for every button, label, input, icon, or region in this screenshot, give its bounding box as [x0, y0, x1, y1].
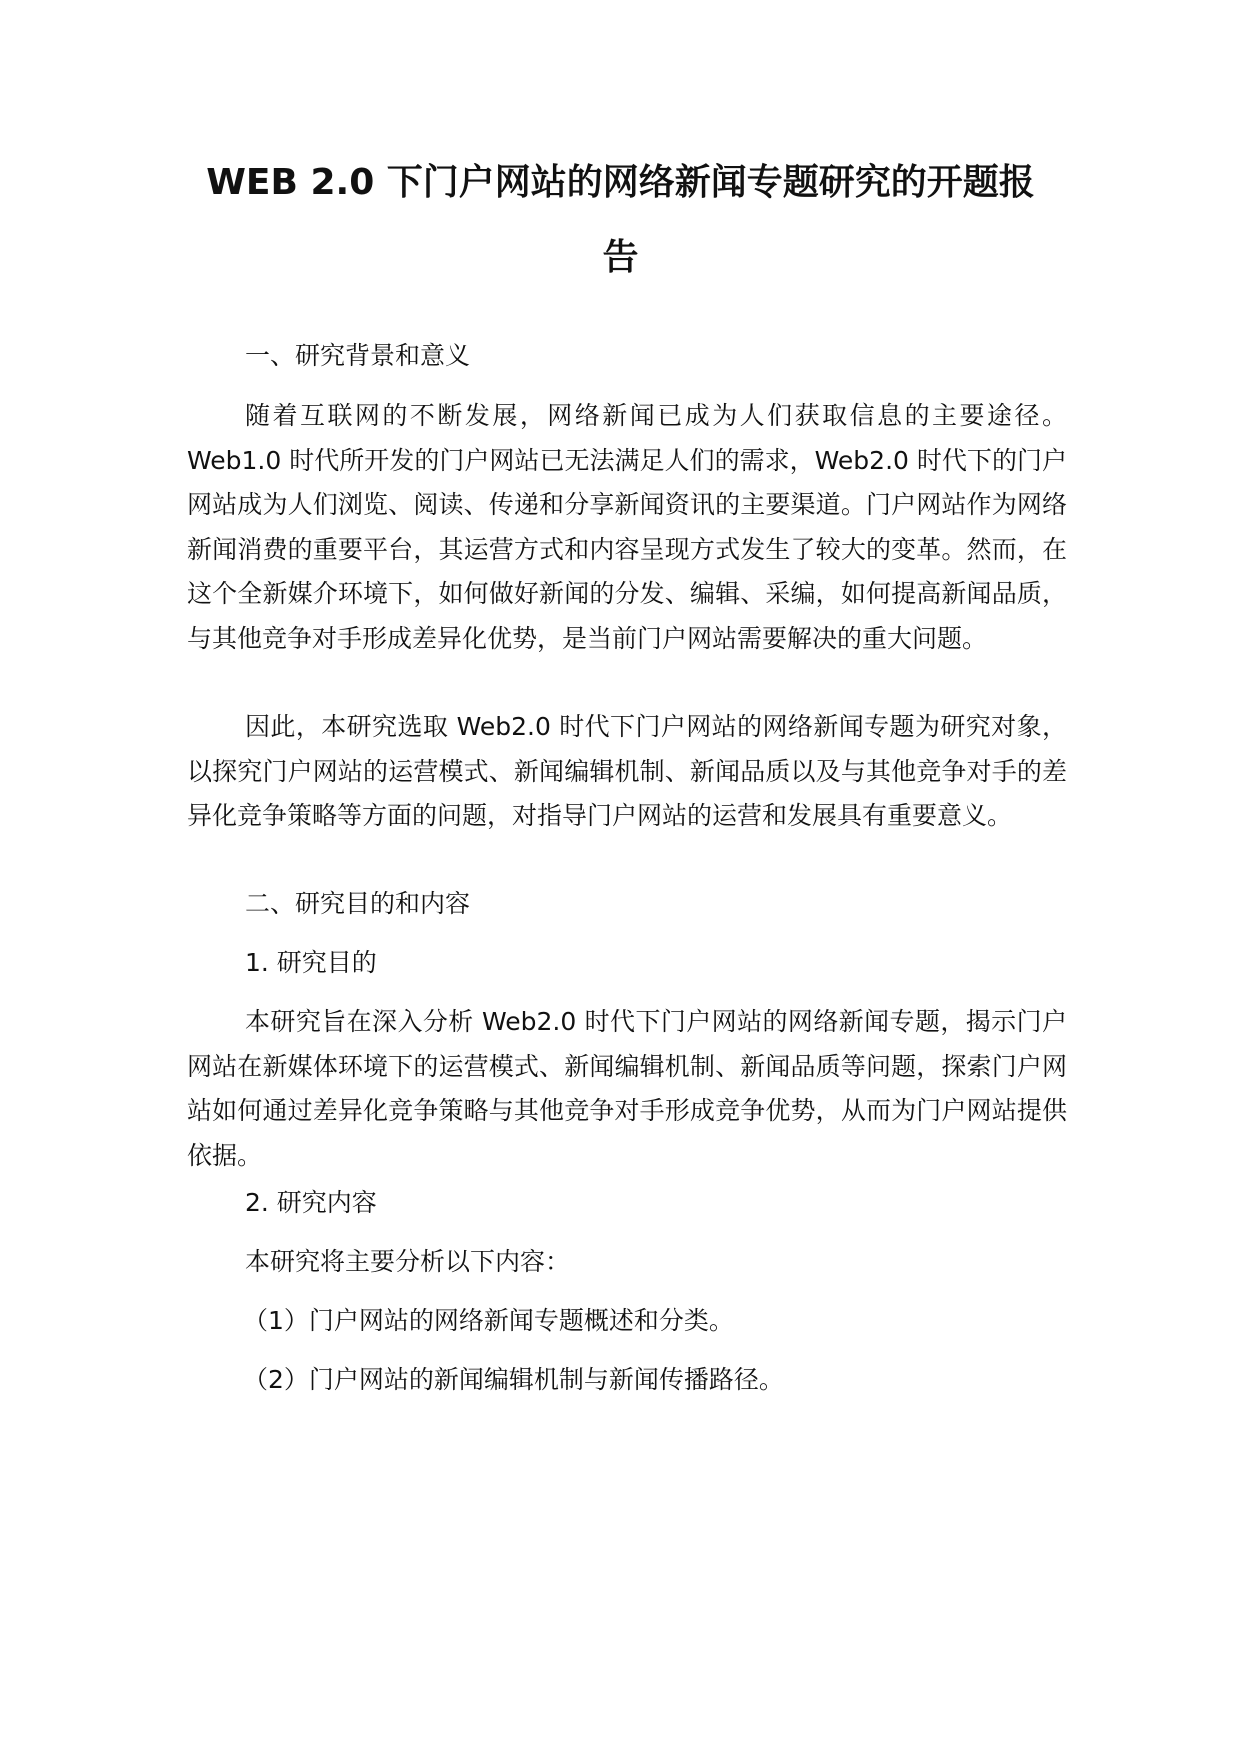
section-2-paragraph-1: 本研究旨在深入分析 Web2.0 时代下门户网站的网络新闻专题，揭示门户网站在新媒体环境下的运营模式、新闻编辑机制、新闻品质等问题，探索门户网站如何通过差异化竞争策略与其他竞争对手形成竞争优势，从而为门户网站提供依据。: [187, 1007, 1067, 1170]
section-1-paragraph-2: 因此，本研究选取 Web2.0 时代下门户网站的网络新闻专题为研究对象，以探究门户网站的运营模式、新闻编辑机制、新闻品质以及与其他竞争对手的差异化竞争策略等方面的问题，对指导门户网站的运营和发展具有重要意义。: [187, 712, 1067, 831]
section-2-subheading-2: 2. 研究内容: [245, 1188, 377, 1217]
section-1-paragraph-1: 随着互联网的不断发展，网络新闻已成为人们获取信息的主要途径。Web1.0 时代所开发的门户网站已无法满足人们的需求，Web2.0 时代下的门户网站成为人们浏览、阅读、传递和分享新闻资讯的主要渠道。门户网站作为网络新闻消费的重要平台，其运营方式和内容呈现方式发生了较大的变革。然而，在这个全新媒介环境下，如何做好新闻的分发、编辑、采编，如何提高新闻品质，与其他竞争对手形成差异化优势，是当前门户网站需要解决的重大问题。: [187, 401, 1067, 653]
list-item: （1）门户网站的网络新闻专题概述和分类。: [243, 1306, 734, 1335]
section-1-heading: 一、研究背景和意义: [245, 341, 471, 370]
document-title-line-2: 告: [602, 237, 639, 278]
section-2-heading: 二、研究目的和内容: [245, 889, 471, 918]
document-title-line-1: WEB 2.0 下门户网站的网络新闻专题研究的开题报: [206, 162, 1035, 203]
section-2-intro: 本研究将主要分析以下内容：: [245, 1247, 571, 1276]
list-item: （2）门户网站的新闻编辑机制与新闻传播路径。: [243, 1365, 784, 1394]
section-2-subheading-1: 1. 研究目的: [245, 948, 377, 977]
